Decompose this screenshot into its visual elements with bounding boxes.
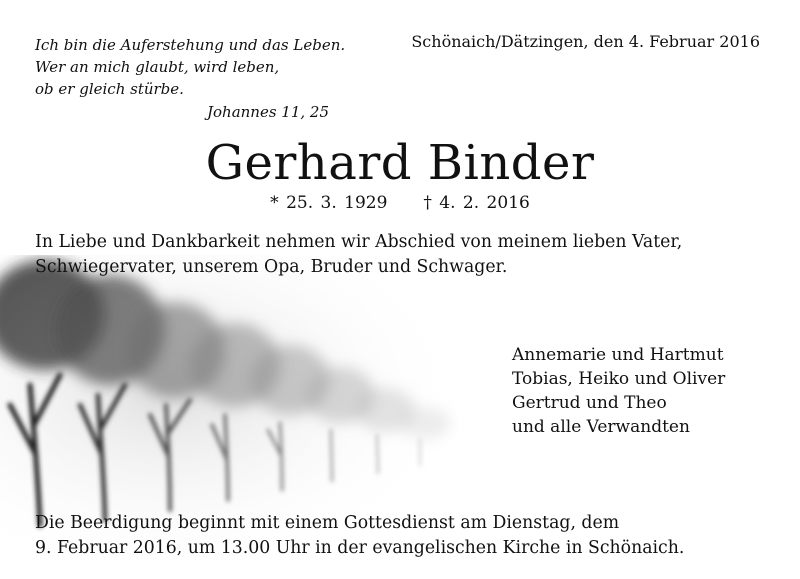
mourner-line: Tobias, Heiko und Oliver [512,369,726,389]
funeral-info [35,511,785,561]
funeral-line: Die Beerdigung beginnt mit einem Gottesdienst am Dienstag, dem [35,513,620,533]
birth-date: * 25. 3. 1929 [270,193,388,213]
bible-verse [35,34,345,123]
verse-line: Wer an mich glaubt, wird leben, [35,58,280,76]
death-date: † 4. 2. 2016 [423,193,530,213]
funeral-line: 9. Februar 2016, um 13.00 Uhr in der evangelischen Kirche in Schönaich. [35,538,685,558]
mourner-line: Annemarie und Hartmut [512,345,724,365]
intro-text: In Liebe und Dankbarkeit nehmen wir Abschied von meinem lieben Vater, Schwiegervater, unserem Opa, Bruder und Schwager. [35,232,683,277]
verse-line: ob er gleich stürbe. [35,80,184,98]
verse-line: Ich bin die Auferstehung und das Leben. [35,36,346,54]
mourner-line: Gertrud und Theo [512,393,667,413]
misty-tree-row-image [0,255,470,555]
mourner-line: und alle Verwandten [512,417,690,437]
life-dates [0,193,800,213]
place-and-date: Schönaich/Dätzingen, den 4. Februar 2016 [411,32,760,51]
mourners-list [512,343,725,439]
verse-reference: Johannes 11, 25 [207,103,330,121]
deceased-name: Gerhard Binder [205,135,595,191]
